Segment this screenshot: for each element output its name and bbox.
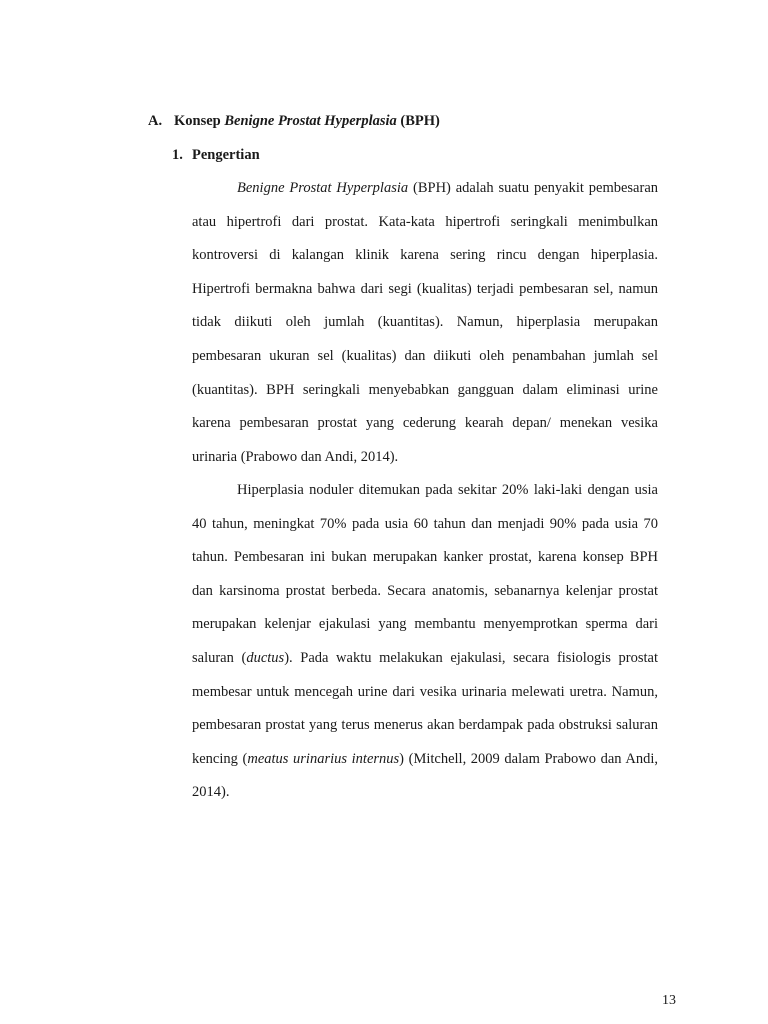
section-heading (148, 113, 440, 130)
paragraph-1-italic-lead: Benigne Prostat Hyperplasia (237, 180, 409, 196)
section-letter: A. (148, 113, 163, 129)
subsection-heading (172, 147, 260, 164)
paragraph-1 (192, 172, 658, 474)
paragraph-1-text: (BPH) adalah suatu penyakit pembesaran atau hipertrofi dari prostat. Kata-kata hipertrofi seringkali menimbulkan kontroversi di kalangan klinik karena sering rincu dengan hiperplasia. Hipertrofi bermakna bahwa dari segi (kualitas) terjadi pembesaran sel, namun tidak diikuti oleh jumlah (kuantitas). Namun, hiperplasia merupakan pembesaran ukuran sel (kualitas) dan diikuti oleh penambahan jumlah sel (kuantitas). BPH seringkali menyebabkan gangguan dalam eliminasi urine karena pembesaran prostat yang cederung kearah depan/ menekan vesika urinaria (Prabowo dan Andi, 2014). (192, 180, 659, 465)
paragraph-2-text-3: ) (Mitchell, 2009 dalam Prabowo dan Andi, 2014). (192, 750, 658, 801)
paragraph-2-italic-2: meatus urinarius internus (247, 750, 400, 767)
section-title-prefix: Konsep (174, 113, 225, 129)
paragraph-2-italic-1: ductus (246, 649, 285, 666)
subsection-title: Pengertian (192, 147, 260, 163)
page-number: 13 (662, 993, 676, 1008)
subsection-number: 1. (172, 147, 183, 163)
paragraph-2-text-2: ). Pada waktu melakukan ejakulasi, secara fisiologis prostat membesar untuk mencegah urine dari vesika urinaria melewati uretra. Namun, pembesaran prostat yang terus menerus akan berdampak pada obstruksi saluran kencing ( (192, 649, 659, 767)
section-title-italic: Benigne Prostat Hyperplasia (224, 113, 397, 129)
paragraph-2 (192, 474, 658, 810)
section-title-suffix: (BPH) (396, 113, 440, 129)
paragraph-2-text-1: Hiperplasia noduler ditemukan pada sekitar 20% laki-laki dengan usia 40 tahun, meningkat 70% pada usia 60 tahun dan menjadi 90% pada usia 70 tahun. Pembesaran ini bukan merupakan kanker prostat, karena konsep BPH dan karsinoma prostat berbeda. Secara anatomis, sebanarnya kelenjar prostat merupakan kelenjar ejakulasi yang membantu menyemprotkan sperma dari saluran ( (192, 482, 658, 666)
